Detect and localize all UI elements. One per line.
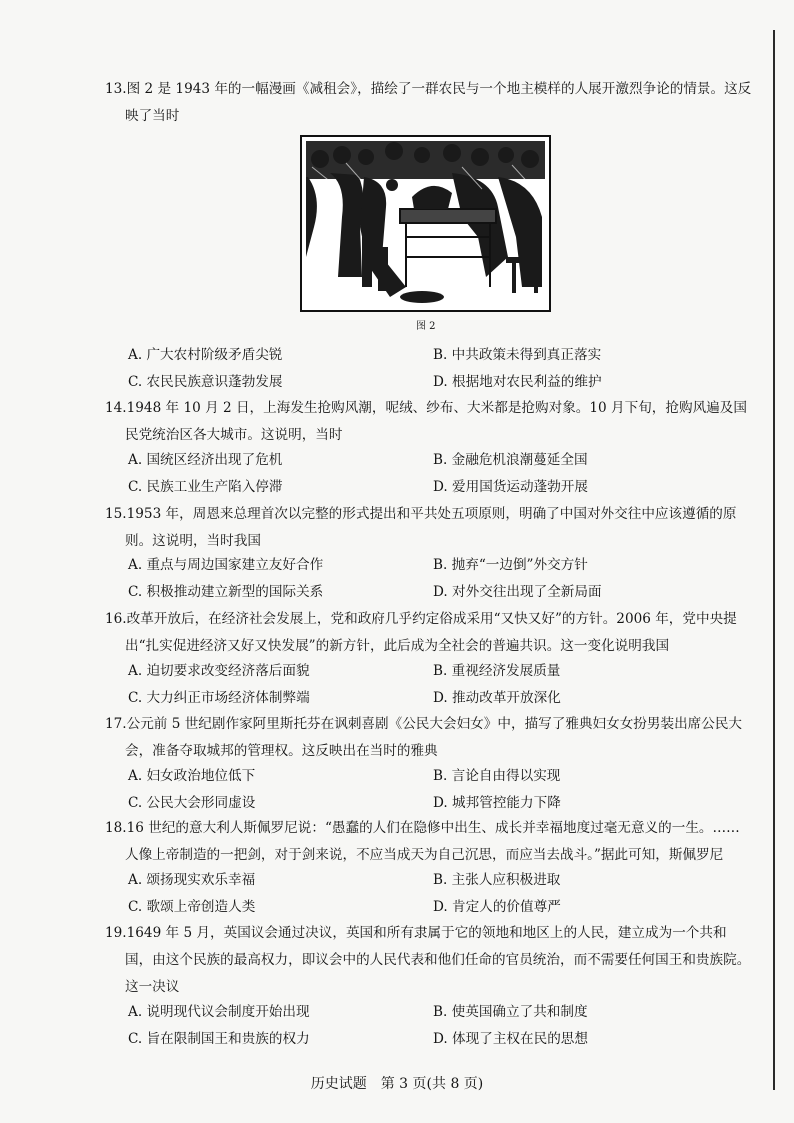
page-footer: 历史试题 第 3 页(共 8 页): [310, 1076, 484, 1092]
question-stem: 17.公元前 5 世纪剧作家阿里斯托芬在讽刺喜剧《公民大会妇女》中，描写了雅典妇女女扮男装出席公民大会，准备夺取城邦的管理权。这反映出在当时的雅典: [105, 716, 743, 759]
cartoon-image: [300, 135, 551, 312]
woodcut-cartoon-illustration: [302, 137, 549, 310]
option-d[interactable]: D. 对外交往出现了全新局面: [433, 584, 602, 600]
option-b[interactable]: B. 中共政策未得到真正落实: [433, 347, 602, 363]
option-d[interactable]: D. 肯定人的价值尊严: [433, 899, 561, 915]
question-18: [105, 815, 753, 869]
option-c[interactable]: C. 积极推动建立新型的国际关系: [128, 584, 324, 600]
option-d[interactable]: D. 城邦管控能力下降: [433, 795, 561, 811]
figure-caption: 图 2: [416, 321, 436, 332]
question-stem: 13.图 2 是 1943 年的一幅漫画《减租会》，描绘了一群农民与一个地主模样的人展开激烈争论的情景。这反映了当时: [105, 81, 752, 124]
option-a[interactable]: A. 迫切要求改变经济落后面貌: [128, 663, 310, 679]
option-c[interactable]: C. 农民民族意识蓬勃发展: [128, 374, 283, 390]
option-c[interactable]: C. 歌颂上帝创造人类: [128, 899, 256, 915]
question-13: [105, 76, 753, 130]
option-c[interactable]: C. 大力纠正市场经济体制弊端: [128, 690, 310, 706]
question-17: [105, 711, 753, 765]
option-c[interactable]: C. 民族工业生产陷入停滞: [128, 479, 283, 495]
option-b[interactable]: B. 主张人应积极进取: [433, 872, 561, 888]
option-b[interactable]: B. 言论自由得以实现: [433, 768, 561, 784]
option-d[interactable]: D. 体现了主权在民的思想: [433, 1031, 588, 1047]
option-a[interactable]: A. 妇女政治地位低下: [128, 768, 256, 784]
option-b[interactable]: B. 金融危机浪潮蔓延全国: [433, 452, 588, 468]
option-d[interactable]: D. 推动改革开放深化: [433, 690, 561, 706]
question-16: [105, 606, 753, 660]
option-d[interactable]: D. 爱用国货运动蓬勃开展: [433, 479, 588, 495]
option-a[interactable]: A. 广大农村阶级矛盾尖锐: [128, 347, 283, 363]
option-b[interactable]: B. 重视经济发展质量: [433, 663, 561, 679]
option-a[interactable]: A. 颂扬现实欢乐幸福: [128, 872, 256, 888]
option-d[interactable]: D. 根据地对农民利益的维护: [433, 374, 602, 390]
question-stem: 18.16 世纪的意大利人斯佩罗尼说：“愚蠢的人们在隐修中出生、成长并幸福地度过毫无意义的一生。……人像上帝制造的一把剑，对于剑来说，不应当成天为自己沉思，而应当去战斗。”据此可知，斯佩罗尼: [105, 820, 740, 863]
question-15: [105, 501, 753, 555]
question-stem: 16.改革开放后，在经济社会发展上，党和政府几乎约定俗成采用“又快又好”的方针。2006 年，党中央提出“扎实促进经济又好又快发展”的新方针，此后成为全社会的普遍共识。这一变化说明我国: [105, 611, 737, 654]
option-a[interactable]: A. 说明现代议会制度开始出现: [128, 1004, 310, 1020]
margin-rule: [773, 30, 775, 1090]
question-19: [105, 920, 753, 1001]
question-stem: 15.1953 年，周恩来总理首次以完整的形式提出和平共处五项原则，明确了中国对外交往中应该遵循的原则。这说明，当时我国: [105, 506, 737, 549]
question-14: [105, 395, 753, 449]
option-a[interactable]: A. 国统区经济出现了危机: [128, 452, 283, 468]
question-stem: 14.1948 年 10 月 2 日，上海发生抢购风潮，呢绒、纱布、大米都是抢购对象。10 月下旬，抢购风遍及国民党统治区各大城市。这说明，当时: [105, 400, 747, 443]
option-c[interactable]: C. 旨在限制国王和贵族的权力: [128, 1031, 310, 1047]
option-b[interactable]: B. 抛弃“一边倒”外交方针: [433, 557, 588, 573]
option-b[interactable]: B. 使英国确立了共和制度: [433, 1004, 588, 1020]
option-c[interactable]: C. 公民大会形同虚设: [128, 795, 256, 811]
question-stem: 19.1649 年 5 月，英国议会通过决议，英国和所有隶属于它的领地和地区上的人民，建立成为一个共和国，由这个民族的最高权力，即议会中的人民代表和他们任命的官员统治，而不需要任何国王和贵族院。这一决议: [105, 925, 751, 995]
option-a[interactable]: A. 重点与周边国家建立友好合作: [128, 557, 324, 573]
